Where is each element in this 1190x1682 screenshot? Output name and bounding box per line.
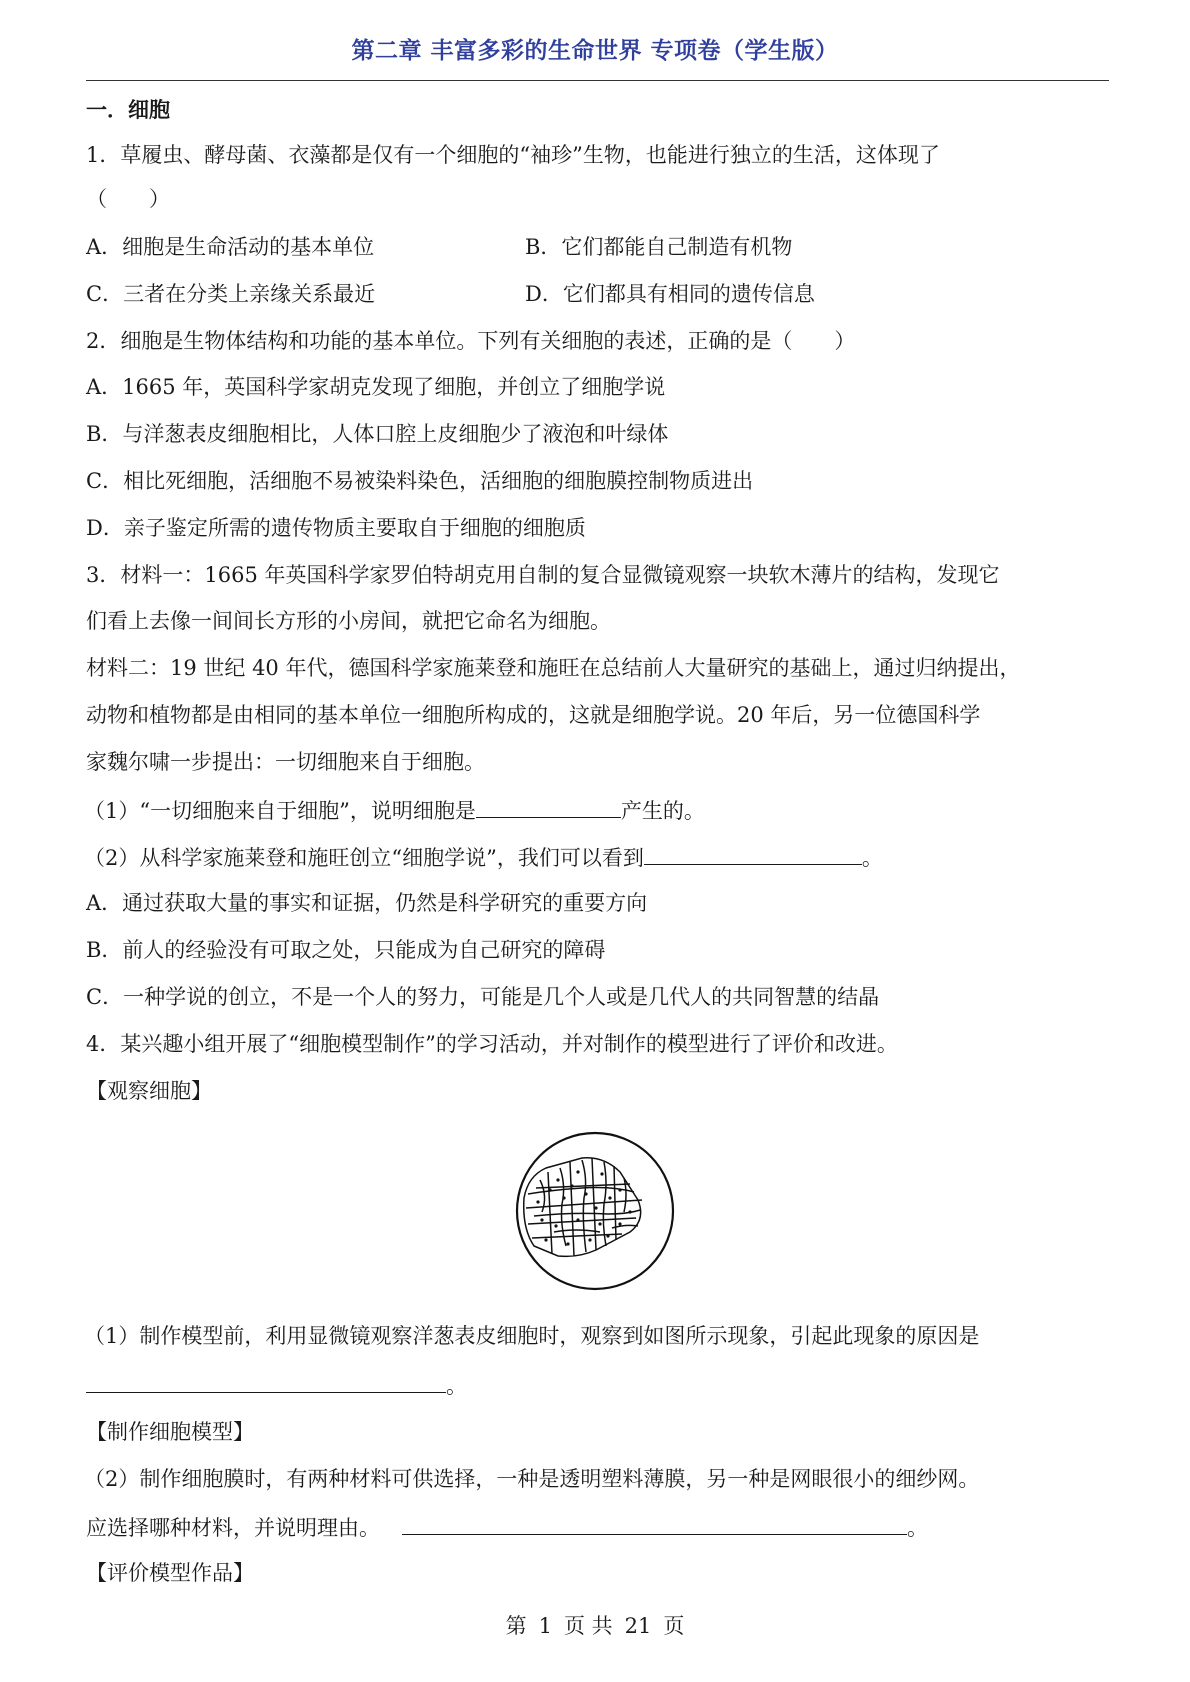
question-4-sub-1: （1）制作模型前，利用显微镜观察洋葱表皮细胞时，观察到如图所示现象，引起此现象的原因是 <box>84 1324 980 1348</box>
question-4-sub-2-tail: 。 <box>907 1516 928 1540</box>
question-3-sub-1-text: （1）“一切细胞来自于细胞”，说明细胞是 <box>84 799 476 823</box>
document-title: 第二章 丰富多彩的生命世界 专项卷（学生版） <box>351 38 839 64</box>
question-3-sub-2-tail: 。 <box>861 846 883 870</box>
question-4-sub-1-answer-line <box>86 1370 467 1400</box>
question-4-sub-2-text: 应选择哪种材料，并说明理由。 <box>86 1516 380 1540</box>
question-1-paren: （ ） <box>86 187 170 211</box>
question-4-sub-2-line-1: （2）制作细胞膜时，有两种材料可供选择，一种是透明塑料薄膜，另一种是网眼很小的细纱网。 <box>84 1467 980 1491</box>
section-title: 一．细胞 <box>86 98 170 122</box>
question-3-sub-1-tail: 产生的。 <box>620 799 705 823</box>
footer-total-pages: 21 <box>624 1614 652 1638</box>
question-2-stem: 2．细胞是生物体结构和功能的基本单位。下列有关细胞的表述，正确的是（ ） <box>86 329 856 353</box>
header-divider <box>86 80 1109 81</box>
microscope-field-figure <box>512 1128 678 1294</box>
question-2-option-a: A．1665 年，英国科学家胡克发现了细胞，并创立了细胞学说 <box>86 375 666 399</box>
question-3-material-1-line-1: 3．材料一：1665 年英国科学家罗伯特胡克用自制的复合显微镜观察一块软木薄片的结构，发现它 <box>86 563 1000 587</box>
make-model-heading: 【制作细胞模型】 <box>86 1420 254 1444</box>
question-3-sub-2-text: （2）从科学家施莱登和施旺创立“细胞学说”，我们可以看到 <box>84 846 644 870</box>
question-3-sub-1 <box>84 795 705 825</box>
footer-suffix: 页 <box>663 1614 685 1638</box>
question-3-option-b: B．前人的经验没有可取之处，只能成为自己研究的障碍 <box>86 938 606 962</box>
question-3-material-2-line-3: 家魏尔啸一步提出：一切细胞来自于细胞。 <box>86 750 485 774</box>
question-1-option-c: C．三者在分类上亲缘关系最近 <box>86 282 376 306</box>
question-1-option-a: A．细胞是生命活动的基本单位 <box>86 235 375 259</box>
question-3-material-2-line-1: 材料二：19 世纪 40 年代，德国科学家施莱登和施旺在总结前人大量研究的基础上，通过归纳提出， <box>86 656 1021 680</box>
question-1-option-b: B．它们都能自己制造有机物 <box>525 235 793 259</box>
question-2-option-d: D．亲子鉴定所需的遗传物质主要取自于细胞的细胞质 <box>86 516 586 540</box>
footer-page-number: 1 <box>538 1614 552 1638</box>
answer-blank-3-1[interactable] <box>476 795 621 818</box>
question-4-sub-2-line-2 <box>86 1512 928 1542</box>
question-4-sub-1-tail: 。 <box>446 1374 467 1398</box>
answer-blank-3-2[interactable] <box>644 842 862 865</box>
answer-blank-4-2[interactable] <box>402 1512 907 1535</box>
answer-blank-4-1[interactable] <box>86 1370 446 1393</box>
footer-prefix: 第 <box>505 1614 527 1638</box>
question-3-option-a: A．通过获取大量的事实和证据，仍然是科学研究的重要方向 <box>86 891 648 915</box>
question-3-option-c: C．一种学说的创立，不是一个人的努力，可能是几个人或是几代人的共同智慧的结晶 <box>86 985 880 1009</box>
observe-cells-heading: 【观察细胞】 <box>86 1079 212 1103</box>
footer-middle: 页 共 <box>563 1614 613 1638</box>
evaluate-model-heading: 【评价模型作品】 <box>86 1561 254 1585</box>
question-1-stem: 1．草履虫、酵母菌、衣藻都是仅有一个细胞的“袖珍”生物，也能进行独立的生活，这体现了 <box>86 143 940 167</box>
question-4-stem: 4．某兴趣小组开展了“细胞模型制作”的学习活动，并对制作的模型进行了评价和改进。 <box>86 1032 898 1056</box>
question-2-option-b: B．与洋葱表皮细胞相比，人体口腔上皮细胞少了液泡和叶绿体 <box>86 422 669 446</box>
question-3-material-2-line-2: 动物和植物都是由相同的基本单位一细胞所构成的，这就是细胞学说。20 年后，另一位德国科学 <box>86 703 981 727</box>
question-1-option-d: D．它们都具有相同的遗传信息 <box>525 282 815 306</box>
question-3-material-1-line-2: 们看上去像一间间长方形的小房间，就把它命名为细胞。 <box>86 609 611 633</box>
page-footer <box>0 1610 1190 1640</box>
question-3-sub-2 <box>84 842 883 872</box>
question-2-option-c: C．相比死细胞，活细胞不易被染料染色，活细胞的细胞膜控制物质进出 <box>86 469 754 493</box>
